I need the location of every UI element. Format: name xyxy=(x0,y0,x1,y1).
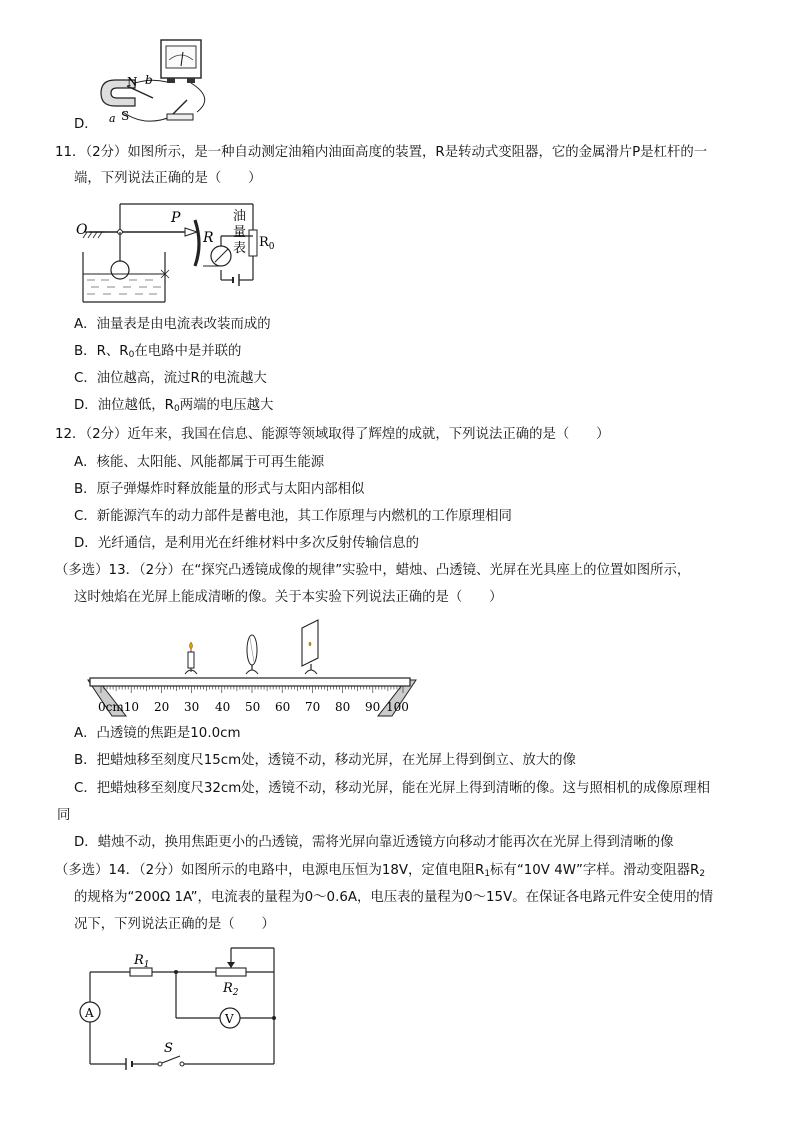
q13-scale-label-20: 20 xyxy=(154,700,170,714)
q11-oil-gauge-figure xyxy=(75,196,280,308)
q11-label-o: O xyxy=(76,222,88,238)
q11-option-b: B．R、$R_0$在电路中是并联的 xyxy=(74,344,242,360)
q12-option-a: A．核能、太阳能、风能都属于可再生能源 xyxy=(74,455,325,470)
q12-option-d: D．光纤通信，是利用光在纤维材料中多次反射传输信息的 xyxy=(74,536,420,551)
q11-option-c: C．油位越高，流过R的电流越大 xyxy=(74,371,267,386)
q11-label-r0: $R_0$ xyxy=(259,235,275,252)
q11-meter-label-1: 油 xyxy=(233,209,247,224)
q13-stem-line1: （多选）13．（2分）在“探究凸透镜成像的规律”实验中，蜡烛、凸透镜、光屏在光具座上的位置如图所示， xyxy=(55,563,691,578)
q13-scale-label-100: 100 xyxy=(386,700,409,714)
q13-scale-label-50: 50 xyxy=(245,700,261,714)
q11-label-r: R xyxy=(203,230,214,246)
q14-switch-label: S xyxy=(164,1041,173,1056)
q11-label-p: P xyxy=(171,210,181,226)
q12-stem: 12．（2分）近年来，我国在信息、能源等领域取得了辉煌的成就，下列说法正确的是（ ） xyxy=(55,427,610,442)
q13-scale-label-80: 80 xyxy=(335,700,351,714)
q13-scale-label-0: 0cm10 xyxy=(98,700,140,714)
q12-option-b: B．原子弹爆炸时释放能量的形式与太阳内部相似 xyxy=(74,482,365,497)
q14-stem-line2: 的规格为“200Ω 1A”，电流表的量程为0～0.6A，电压表的量程为0～15V。在保证各电路元件安全使用的情 xyxy=(74,890,714,905)
q11-option-d: D．油位越低，$R_0$两端的电压越大 xyxy=(74,398,274,414)
q11-stem-line1: 11．（2分）如图所示，是一种自动测定油箱内油面高度的装置，R是转动式变阻器，它的金属滑片P是杠杆的一 xyxy=(55,145,708,160)
q13-option-c-cont: 同 xyxy=(57,808,71,823)
q10-label-a: a xyxy=(109,112,116,125)
q14-voltmeter-label: V xyxy=(225,1012,234,1026)
q13-option-d: D．蜡烛不动，换用焦距更小的凸透镜，需将光屏向靠近透镜方向移动才能再次在光屏上得到清晰的像 xyxy=(74,835,674,850)
q14-stem-line3: 况下，下列说法正确的是（ ） xyxy=(74,917,275,932)
q14-ammeter-label: A xyxy=(85,1006,94,1020)
q11-meter-label-3: 表 xyxy=(233,241,247,256)
q11-meter-label-2: 量 xyxy=(233,225,247,240)
q13-option-b: B．把蜡烛移至刻度尺15cm处，透镜不动，移动光屏，在光屏上得到倒立、放大的像 xyxy=(74,753,576,768)
q14-circuit-figure xyxy=(70,942,290,1072)
q10-label-s: S xyxy=(121,109,130,123)
q14-stem-line1: （多选）14．（2分）如图所示的电路中，电源电压恒为18V，定值电阻$R_1$标有“10V 4W”字样。滑动变阻器$R_2$ xyxy=(55,863,706,879)
q10-galvanometer-figure xyxy=(95,38,215,130)
q10-option-d: D． xyxy=(74,117,98,132)
q13-scale-label-60: 60 xyxy=(275,700,291,714)
q13-scale-label-70: 70 xyxy=(305,700,321,714)
q13-stem-line2: 这时烛焰在光屏上能成清晰的像。关于本实验下列说法正确的是（ ） xyxy=(74,590,503,605)
q13-optical-bench-figure xyxy=(82,616,432,720)
q11-option-a: A．油量表是由电流表改装而成的 xyxy=(74,317,271,332)
q13-option-a: A．凸透镜的焦距是10.0cm xyxy=(74,726,241,741)
q13-option-c: C．把蜡烛移至刻度尺32cm处，透镜不动，移动光屏，能在光屏上得到清晰的像。这与照相机的成像原理相 xyxy=(74,781,710,796)
q13-scale-label-40: 40 xyxy=(215,700,231,714)
q13-scale-label-30: 30 xyxy=(184,700,200,714)
q14-label-r2: $R_2$ xyxy=(223,981,239,998)
q11-stem-line2: 端，下列说法正确的是（ ） xyxy=(74,171,262,186)
q10-label-b: b xyxy=(145,73,153,87)
q12-option-c: C．新能源汽车的动力部件是蓄电池，其工作原理与内燃机的工作原理相同 xyxy=(74,509,512,524)
q13-scale-label-90: 90 xyxy=(365,700,381,714)
q14-label-r1: $R_1$ xyxy=(134,953,150,970)
q10-label-n: N xyxy=(127,75,138,89)
